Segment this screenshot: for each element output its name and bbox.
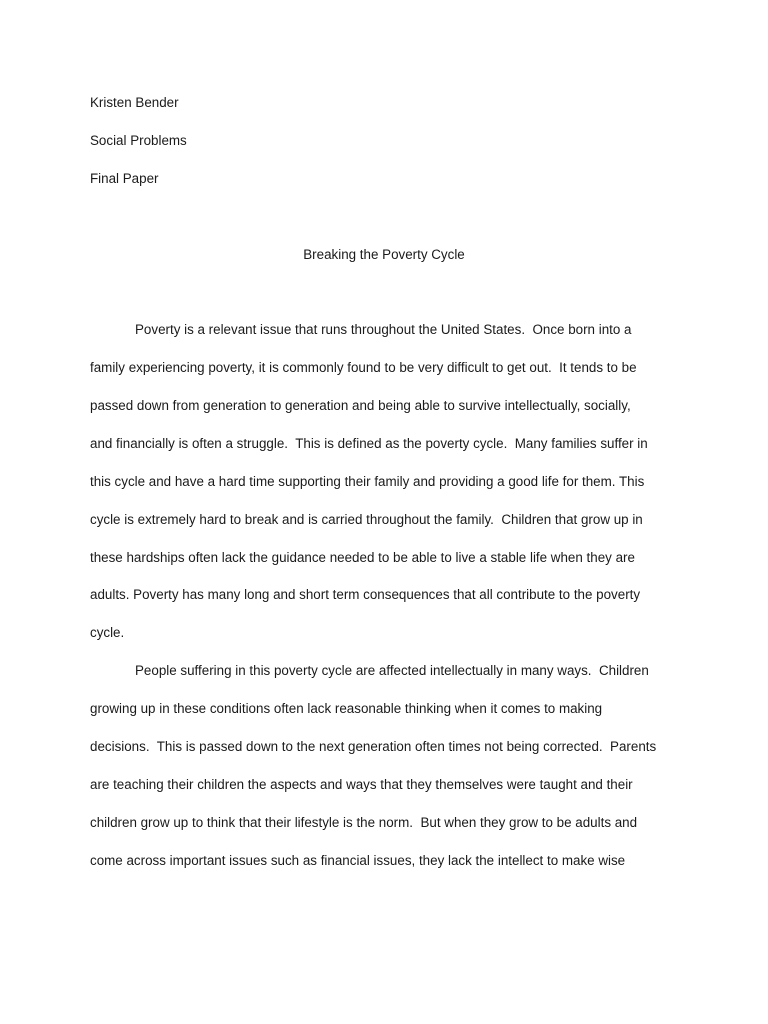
body-line: come across important issues such as financial issues, they lack the intellect to make wise [90, 853, 626, 868]
body-line: these hardships often lack the guidance needed to be able to live a stable life when they are [90, 550, 635, 565]
body-line: and financially is often a struggle. This is defined as the poverty cycle. Many families suffer in [90, 436, 648, 451]
assignment-name: Final Paper [90, 171, 159, 186]
body-line: Poverty is a relevant issue that runs throughout the United States. Once born into a [135, 322, 632, 337]
body-line: this cycle and have a hard time supporting their family and providing a good life for them. This [90, 474, 645, 489]
body-line: passed down from generation to generation and being able to survive intellectually, socially, [90, 398, 631, 413]
body-line: cycle. [90, 625, 125, 640]
body-line: decisions. This is passed down to the next generation often times not being corrected. Parents [90, 739, 657, 754]
body-line: are teaching their children the aspects and ways that they themselves were taught and their [90, 777, 633, 792]
body-line: children grow up to think that their lifestyle is the norm. But when they grow to be adults and [90, 815, 638, 830]
body-line: People suffering in this poverty cycle are affected intellectually in many ways. Children [135, 663, 649, 678]
author-name: Kristen Bender [90, 95, 179, 110]
paper-title: Breaking the Poverty Cycle [303, 247, 465, 262]
body-line: growing up in these conditions often lack reasonable thinking when it comes to making [90, 701, 603, 716]
body-line: family experiencing poverty, it is commonly found to be very difficult to get out. It tends to be [90, 360, 637, 375]
body-line: cycle is extremely hard to break and is carried throughout the family. Children that grow up in [90, 512, 643, 527]
course-name: Social Problems [90, 133, 187, 148]
body-line: adults. Poverty has many long and short term consequences that all contribute to the poverty [90, 587, 641, 602]
